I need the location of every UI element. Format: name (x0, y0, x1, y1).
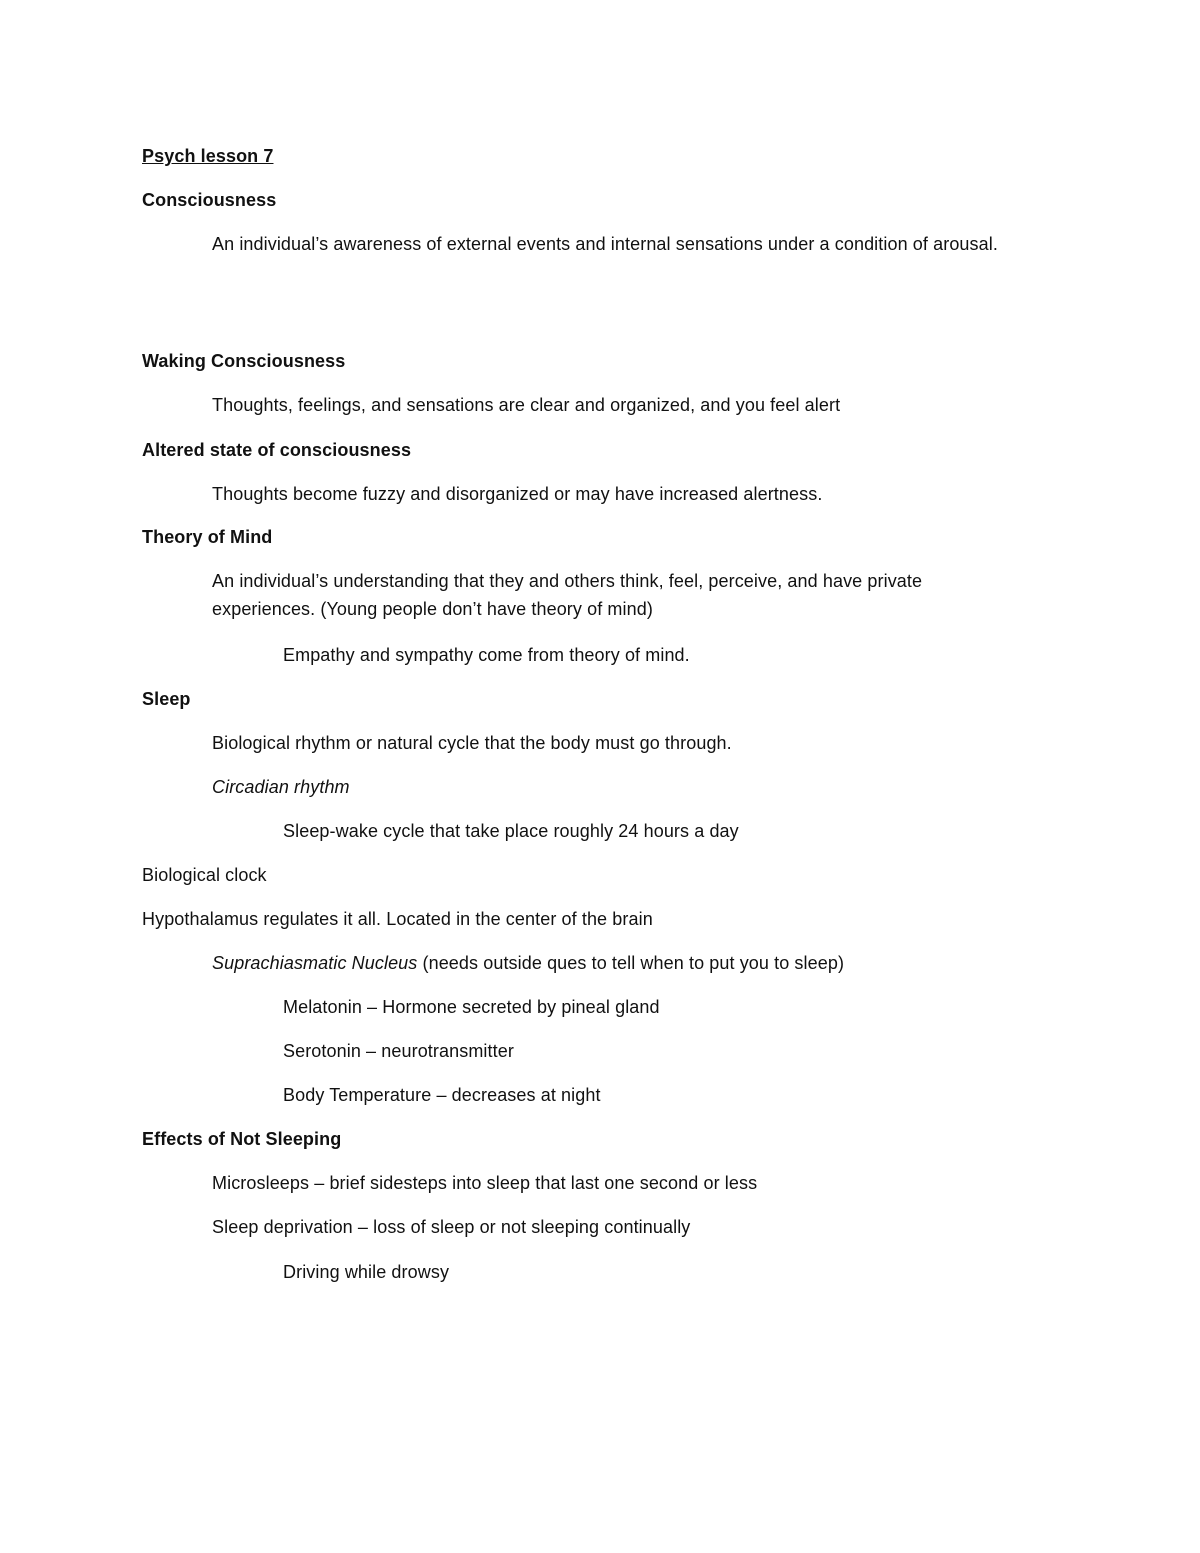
line-suprachiasmatic-nucleus (212, 949, 844, 977)
heading-theory-of-mind: Theory of Mind (142, 527, 273, 547)
definition-microsleeps: Microsleeps – brief sidesteps into sleep that last one second or less (212, 1173, 758, 1193)
definition-altered-state: Thoughts become fuzzy and disorganized or may have increased alertness. (212, 484, 823, 504)
definition-theory-of-mind: An individual’s understanding that they and others think, feel, perceive, and have private experiences. (Young people don’t have theory of mind) (212, 571, 923, 619)
item-serotonin: Serotonin – neurotransmitter (283, 1041, 514, 1061)
heading-biological-clock: Biological clock (142, 865, 267, 885)
heading-waking-consciousness: Waking Consciousness (142, 351, 346, 371)
heading-sleep: Sleep (142, 689, 191, 709)
note-suprachiasmatic-nucleus: (needs outside ques to tell when to put you to sleep) (417, 953, 845, 973)
document-title: Psych lesson 7 (142, 146, 274, 166)
text-hypothalamus: Hypothalamus regulates it all. Located in the center of the brain (142, 909, 653, 929)
example-driving-drowsy: Driving while drowsy (283, 1262, 450, 1282)
definition-waking-consciousness: Thoughts, feelings, and sensations are clear and organized, and you feel alert (212, 395, 841, 415)
definition-circadian-rhythm: Sleep-wake cycle that take place roughly 24 hours a day (283, 821, 739, 841)
term-suprachiasmatic-nucleus: Suprachiasmatic Nucleus (212, 953, 418, 973)
note-empathy: Empathy and sympathy come from theory of mind. (283, 645, 690, 665)
item-body-temperature: Body Temperature – decreases at night (283, 1085, 601, 1105)
heading-effects-of-not-sleeping: Effects of Not Sleeping (142, 1129, 342, 1149)
definition-consciousness: An individual’s awareness of external events and internal sensations under a condition of arousal. (212, 234, 998, 254)
heading-consciousness: Consciousness (142, 190, 277, 210)
term-circadian-rhythm: Circadian rhythm (212, 777, 350, 797)
item-melatonin: Melatonin – Hormone secreted by pineal gland (283, 997, 660, 1017)
definition-sleep-deprivation: Sleep deprivation – loss of sleep or not sleeping continually (212, 1217, 691, 1237)
definition-sleep: Biological rhythm or natural cycle that the body must go through. (212, 733, 732, 753)
heading-altered-state: Altered state of consciousness (142, 440, 412, 460)
